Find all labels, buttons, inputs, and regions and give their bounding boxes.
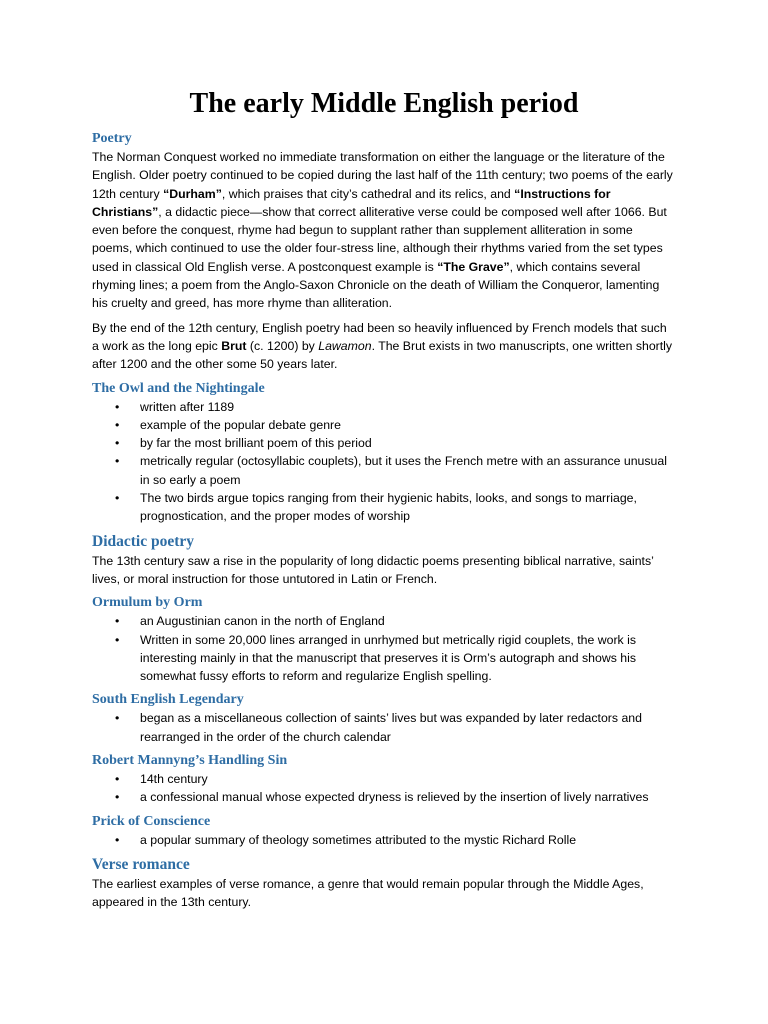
page-title: The early Middle English period xyxy=(189,88,579,119)
list-item: • written after 1189 xyxy=(140,398,676,416)
text-run: The Norman Conquest worked no immediate transformation on either the language or the literature of the English. Older poetry continued to be copied during the last half of the 11th century; two poems of the early 12th century xyxy=(92,150,673,201)
text-run: , a didactic piece—show that correct alliterative verse could be composed well after 1066. But even before the conquest, rhyme had begun to supplant rather than supplement alliteration in some poems, which continued to use the older four-stress line, although their rhythms varied from the set types used in classical Old English verse. A postconquest example is xyxy=(92,204,667,274)
list-item: • The two birds argue topics ranging from their hygienic habits, looks, and songs to marriage, prognostication, and the proper modes of worship xyxy=(140,489,676,526)
list-owl-nightingale xyxy=(92,398,676,526)
list-ormulum xyxy=(92,612,676,685)
text-run: . The Brut exists in two manuscripts, one written shortly after 1200 and the other some 50 years later. xyxy=(92,338,673,372)
text-run: , which praises that city’s cathedral and its relics, and xyxy=(221,186,515,201)
list-item: • by far the most brilliant poem of this period xyxy=(140,434,676,452)
text-run: By the end of the 12th century, English poetry had been so heavily influenced by French models that such a work as the long epic xyxy=(92,320,667,353)
list-item: • 14th century xyxy=(140,770,676,788)
list-item: • a confessional manual whose expected dryness is relieved by the insertion of lively narratives xyxy=(140,788,676,806)
list-prick xyxy=(92,831,676,849)
heading-owl-nightingale: The Owl and the Nightingale xyxy=(92,380,265,396)
heading-verse-romance: Verse romance xyxy=(92,855,190,873)
paragraph-poetry-1 xyxy=(92,148,676,313)
list-item: • an Augustinian canon in the north of England xyxy=(140,612,676,630)
heading-south-english-legendary: South English Legendary xyxy=(92,692,244,708)
title-instructions: “Instructions for Christians” xyxy=(92,186,611,219)
list-item: • example of the popular debate genre xyxy=(140,416,676,434)
list-item: • began as a miscellaneous collection of saints’ lives but was expanded by later redactors and rearranged in the order of the church calendar xyxy=(140,709,676,746)
paragraph-didactic: The 13th century saw a rise in the popularity of long didactic poems presenting biblical narrative, saints’ lives, or moral instruction for those untutored in Latin or French. xyxy=(92,553,654,586)
list-item: • metrically regular (octosyllabic couplets), but it uses the French metre with an assurance unusual in so early a poem xyxy=(140,452,676,489)
text-run: , which contains several rhyming lines; a poem from the Anglo-Saxon Chronicle on the death of William the Conqueror, lamenting his cruelty and greed, has more rhyme than alliteration. xyxy=(92,259,660,311)
heading-ormulum: Ormulum by Orm xyxy=(92,595,203,611)
text-run: (c. 1200) by xyxy=(246,338,319,353)
list-mannyng xyxy=(92,770,676,807)
title-the-grave: “The Grave” xyxy=(437,259,510,274)
heading-didactic-poetry: Didactic poetry xyxy=(92,532,195,550)
heading-poetry: Poetry xyxy=(92,131,132,146)
list-item: • a popular summary of theology sometimes attributed to the mystic Richard Rolle xyxy=(140,831,676,849)
heading-prick-of-conscience: Prick of Conscience xyxy=(92,813,211,829)
author-lawamon: Lawamon xyxy=(318,338,372,353)
title-brut: Brut xyxy=(221,338,247,353)
paragraph-poetry-2 xyxy=(92,319,676,374)
heading-mannyng: Robert Mannyng’s Handling Sin xyxy=(92,753,288,769)
paragraph-verse-romance: The earliest examples of verse romance, a genre that would remain popular through the Middle Ages, appeared in the 13th century. xyxy=(92,876,644,910)
list-legendary xyxy=(92,709,676,746)
title-durham: “Durham” xyxy=(163,186,222,201)
list-item: • Written in some 20,000 lines arranged in unrhymed but metrically rigid couplets, the work is interesting mainly in that the manuscript that preserves it is Orm’s autograph and shows his somewhat fussy efforts to reform and regularize English spelling. xyxy=(140,631,676,686)
